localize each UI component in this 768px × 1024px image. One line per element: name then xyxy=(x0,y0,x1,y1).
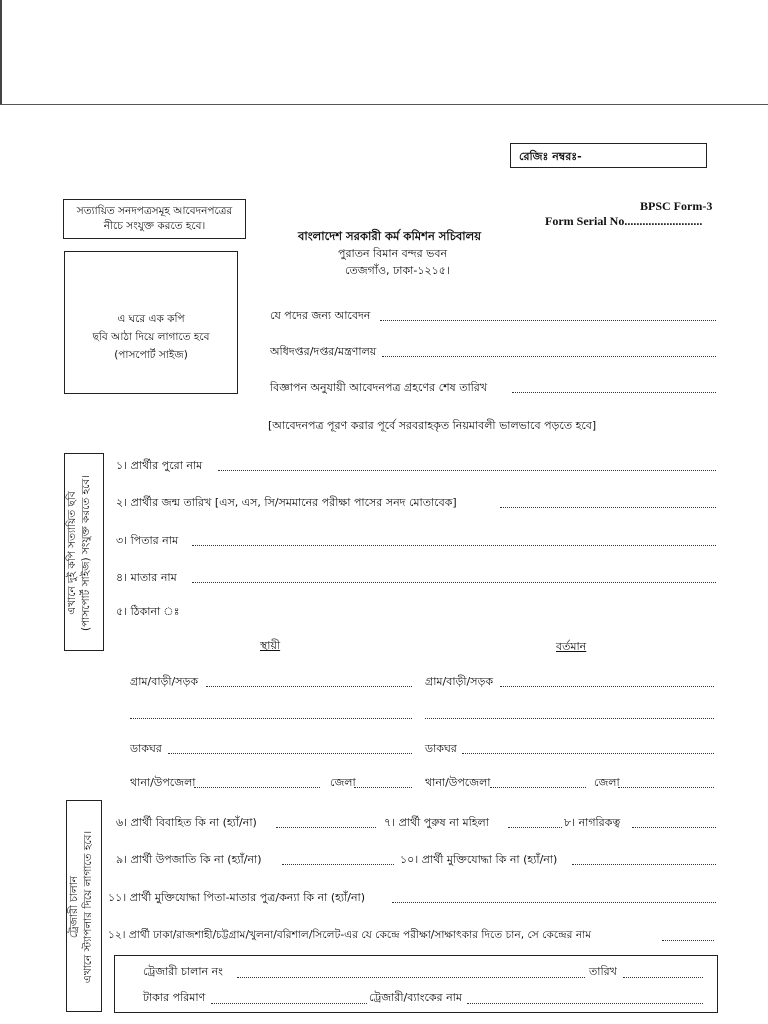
scan-top-line xyxy=(0,104,768,105)
challan-staple-box[interactable] xyxy=(66,800,102,1012)
q5-address-label: ৫। ঠিকানা ঃ xyxy=(116,605,180,618)
attested-photo-line-2: (পাসপোর্ট সাইজ) সংযুক্ত করতে হবে। xyxy=(80,475,93,631)
challan-date-label: তারিখ xyxy=(589,965,617,978)
photo-box[interactable] xyxy=(64,251,238,394)
permanent-thana-field[interactable] xyxy=(194,787,320,788)
present-village-label: গ্রাম/বাড়ী/সড়ক xyxy=(425,675,494,688)
q3-father-name-field[interactable] xyxy=(192,545,716,546)
amount-label: টাকার পরিমাণ xyxy=(143,991,206,1004)
challan-date-field[interactable] xyxy=(623,977,703,978)
attested-photo-box[interactable] xyxy=(64,453,104,651)
bank-name-label: ট্রেজারী/ব্যাংকের নাম xyxy=(369,991,462,1004)
present-village-field[interactable] xyxy=(500,686,714,687)
photo-box-line-1: এ ঘরে এক কপি xyxy=(117,313,185,325)
challan-staple-line-2: এখানে স্ট্যাপলার দিয়ে লাগাতে হবে। xyxy=(82,830,95,984)
q9-tribal-label: ৯। প্রার্থী উপজাতি কি না (হ্যাঁ/না) xyxy=(116,853,262,866)
permanent-village-field[interactable] xyxy=(206,686,412,687)
post-field[interactable] xyxy=(380,320,716,321)
q11-ff-child-label: ১১। প্রার্থী মুক্তিযোদ্ধা পিতা-মাতার পুত্র/কন্যা কি না (হ্যাঁ/না) xyxy=(108,891,366,904)
amount-field[interactable] xyxy=(211,1003,367,1004)
q7-gender-label: ৭। প্রার্থী পুরুষ না মহিলা xyxy=(384,816,489,829)
q2-birth-date-label: ২। প্রার্থীর জন্ম তারিখ [এস, এস, সি/সমমানের পরীক্ষা পাসের সনদ মোতাবেক] xyxy=(116,496,457,509)
challan-info-box xyxy=(114,955,718,1013)
q11-ff-child-field[interactable] xyxy=(392,902,716,903)
q1-full-name-label: ১। প্রার্থীর পুরো নাম xyxy=(116,459,203,472)
photo-box-line-3: (পাসপোর্ট সাইজ) xyxy=(114,349,188,361)
org-address-1: পুরাতন বিমান বন্দর ভবন xyxy=(338,247,448,260)
q7-gender-field[interactable] xyxy=(508,827,562,828)
permanent-address-line-2[interactable] xyxy=(130,718,412,719)
present-district-field[interactable] xyxy=(618,787,714,788)
present-post-office-label: ডাকঘর xyxy=(425,742,457,755)
permanent-address-heading: স্থায়ী xyxy=(260,639,281,652)
q2-birth-date-field[interactable] xyxy=(500,507,716,508)
form-serial-label: Form Serial No.......................... xyxy=(545,214,703,228)
permanent-village-label: গ্রাম/বাড়ী/সড়ক xyxy=(130,675,199,688)
registration-number-label: রেজিঃ নম্বরঃ- xyxy=(519,150,582,163)
scan-left-edge xyxy=(0,0,2,104)
challan-number-label: ট্রেজারী চালান নং xyxy=(143,965,223,978)
permanent-district-label: জেলা xyxy=(330,776,356,789)
post-label: যে পদের জন্য আবেদন xyxy=(270,309,371,322)
challan-number-field[interactable] xyxy=(237,977,585,978)
q1-full-name-field[interactable] xyxy=(218,470,716,471)
present-district-label: জেলা xyxy=(594,776,620,789)
q12-exam-center-field[interactable] xyxy=(662,940,714,941)
attest-note-box xyxy=(63,199,246,239)
form-code: BPSC Form-3 xyxy=(640,199,713,213)
q4-mother-name-label: ৪। মাতার নাম xyxy=(116,571,177,584)
instruction-text: [আবেদনপত্র পূরণ করার পূর্বে সরবরাহকৃত নিয়মাবলী ভালভাবে পড়তে হবে] xyxy=(268,419,597,432)
permanent-post-office-field[interactable] xyxy=(168,753,412,754)
present-post-office-field[interactable] xyxy=(462,753,714,754)
org-name: বাংলাদেশ সরকারী কর্ম কমিশন সচিবালয় xyxy=(298,229,481,243)
challan-staple-line-1: ট্রেজারী চালান xyxy=(68,875,80,939)
photo-box-line-2: ছবি আঠা দিয়ে লাগাতে হবে xyxy=(92,331,210,343)
attested-photo-line-1: এখানে দুই কপি সত্যায়িত ছবি xyxy=(66,491,78,615)
registration-number-box[interactable] xyxy=(510,143,707,168)
attested-photo-text xyxy=(65,454,105,652)
permanent-thana-label: থানা/উপজেলা xyxy=(130,776,196,789)
q8-citizenship-label: ৮। নাগরিকত্ব xyxy=(564,816,621,829)
q10-freedom-fighter-field[interactable] xyxy=(572,864,716,865)
q3-father-name-label: ৩। পিতার নাম xyxy=(116,534,179,547)
permanent-post-office-label: ডাকঘর xyxy=(130,742,162,755)
q4-mother-name-field[interactable] xyxy=(192,582,716,583)
bank-name-field[interactable] xyxy=(467,1003,703,1004)
present-address-line-2[interactable] xyxy=(425,718,714,719)
present-thana-field[interactable] xyxy=(490,787,586,788)
permanent-district-field[interactable] xyxy=(354,787,412,788)
org-address-2: তেজগাঁও, ঢাকা-১২১৫। xyxy=(345,264,450,277)
q9-tribal-field[interactable] xyxy=(282,864,394,865)
attest-note-text: সত্যায়িত সনদপত্রসমূহ আবেদনপত্রের নীচে সংযুক্ত করতে হবে। xyxy=(76,205,233,233)
q10-freedom-fighter-label: ১০। প্রার্থী মুক্তিযোদ্ধা কি না (হ্যাঁ/না) xyxy=(400,853,558,866)
deadline-field[interactable] xyxy=(512,392,716,393)
department-label: অধিদপ্তর/দপ্তর/মন্ত্রণালয় xyxy=(270,345,377,358)
department-field[interactable] xyxy=(382,356,716,357)
q12-exam-center-label: ১২। প্রার্থী ঢাকা/রাজশাহী/চট্টগ্রাম/খুলনা/বরিশাল/সিলেট-এর যে কেন্দ্রে পরীক্ষা/সাক্ষাৎকার দিতে চান, সে কেন্দ্রের নাম xyxy=(108,929,592,941)
q6-married-label: ৬। প্রার্থী বিবাহিত কি না (হ্যাঁ/না) xyxy=(116,816,257,829)
present-thana-label: থানা/উপজেলা xyxy=(425,776,491,789)
deadline-label: বিজ্ঞাপন অনুযায়ী আবেদনপত্র গ্রহণের শেষ তারিখ xyxy=(270,381,488,394)
challan-staple-text xyxy=(67,801,103,1013)
q6-married-field[interactable] xyxy=(276,827,376,828)
present-address-heading: বর্তমান xyxy=(556,640,587,653)
q8-citizenship-field[interactable] xyxy=(632,827,716,828)
